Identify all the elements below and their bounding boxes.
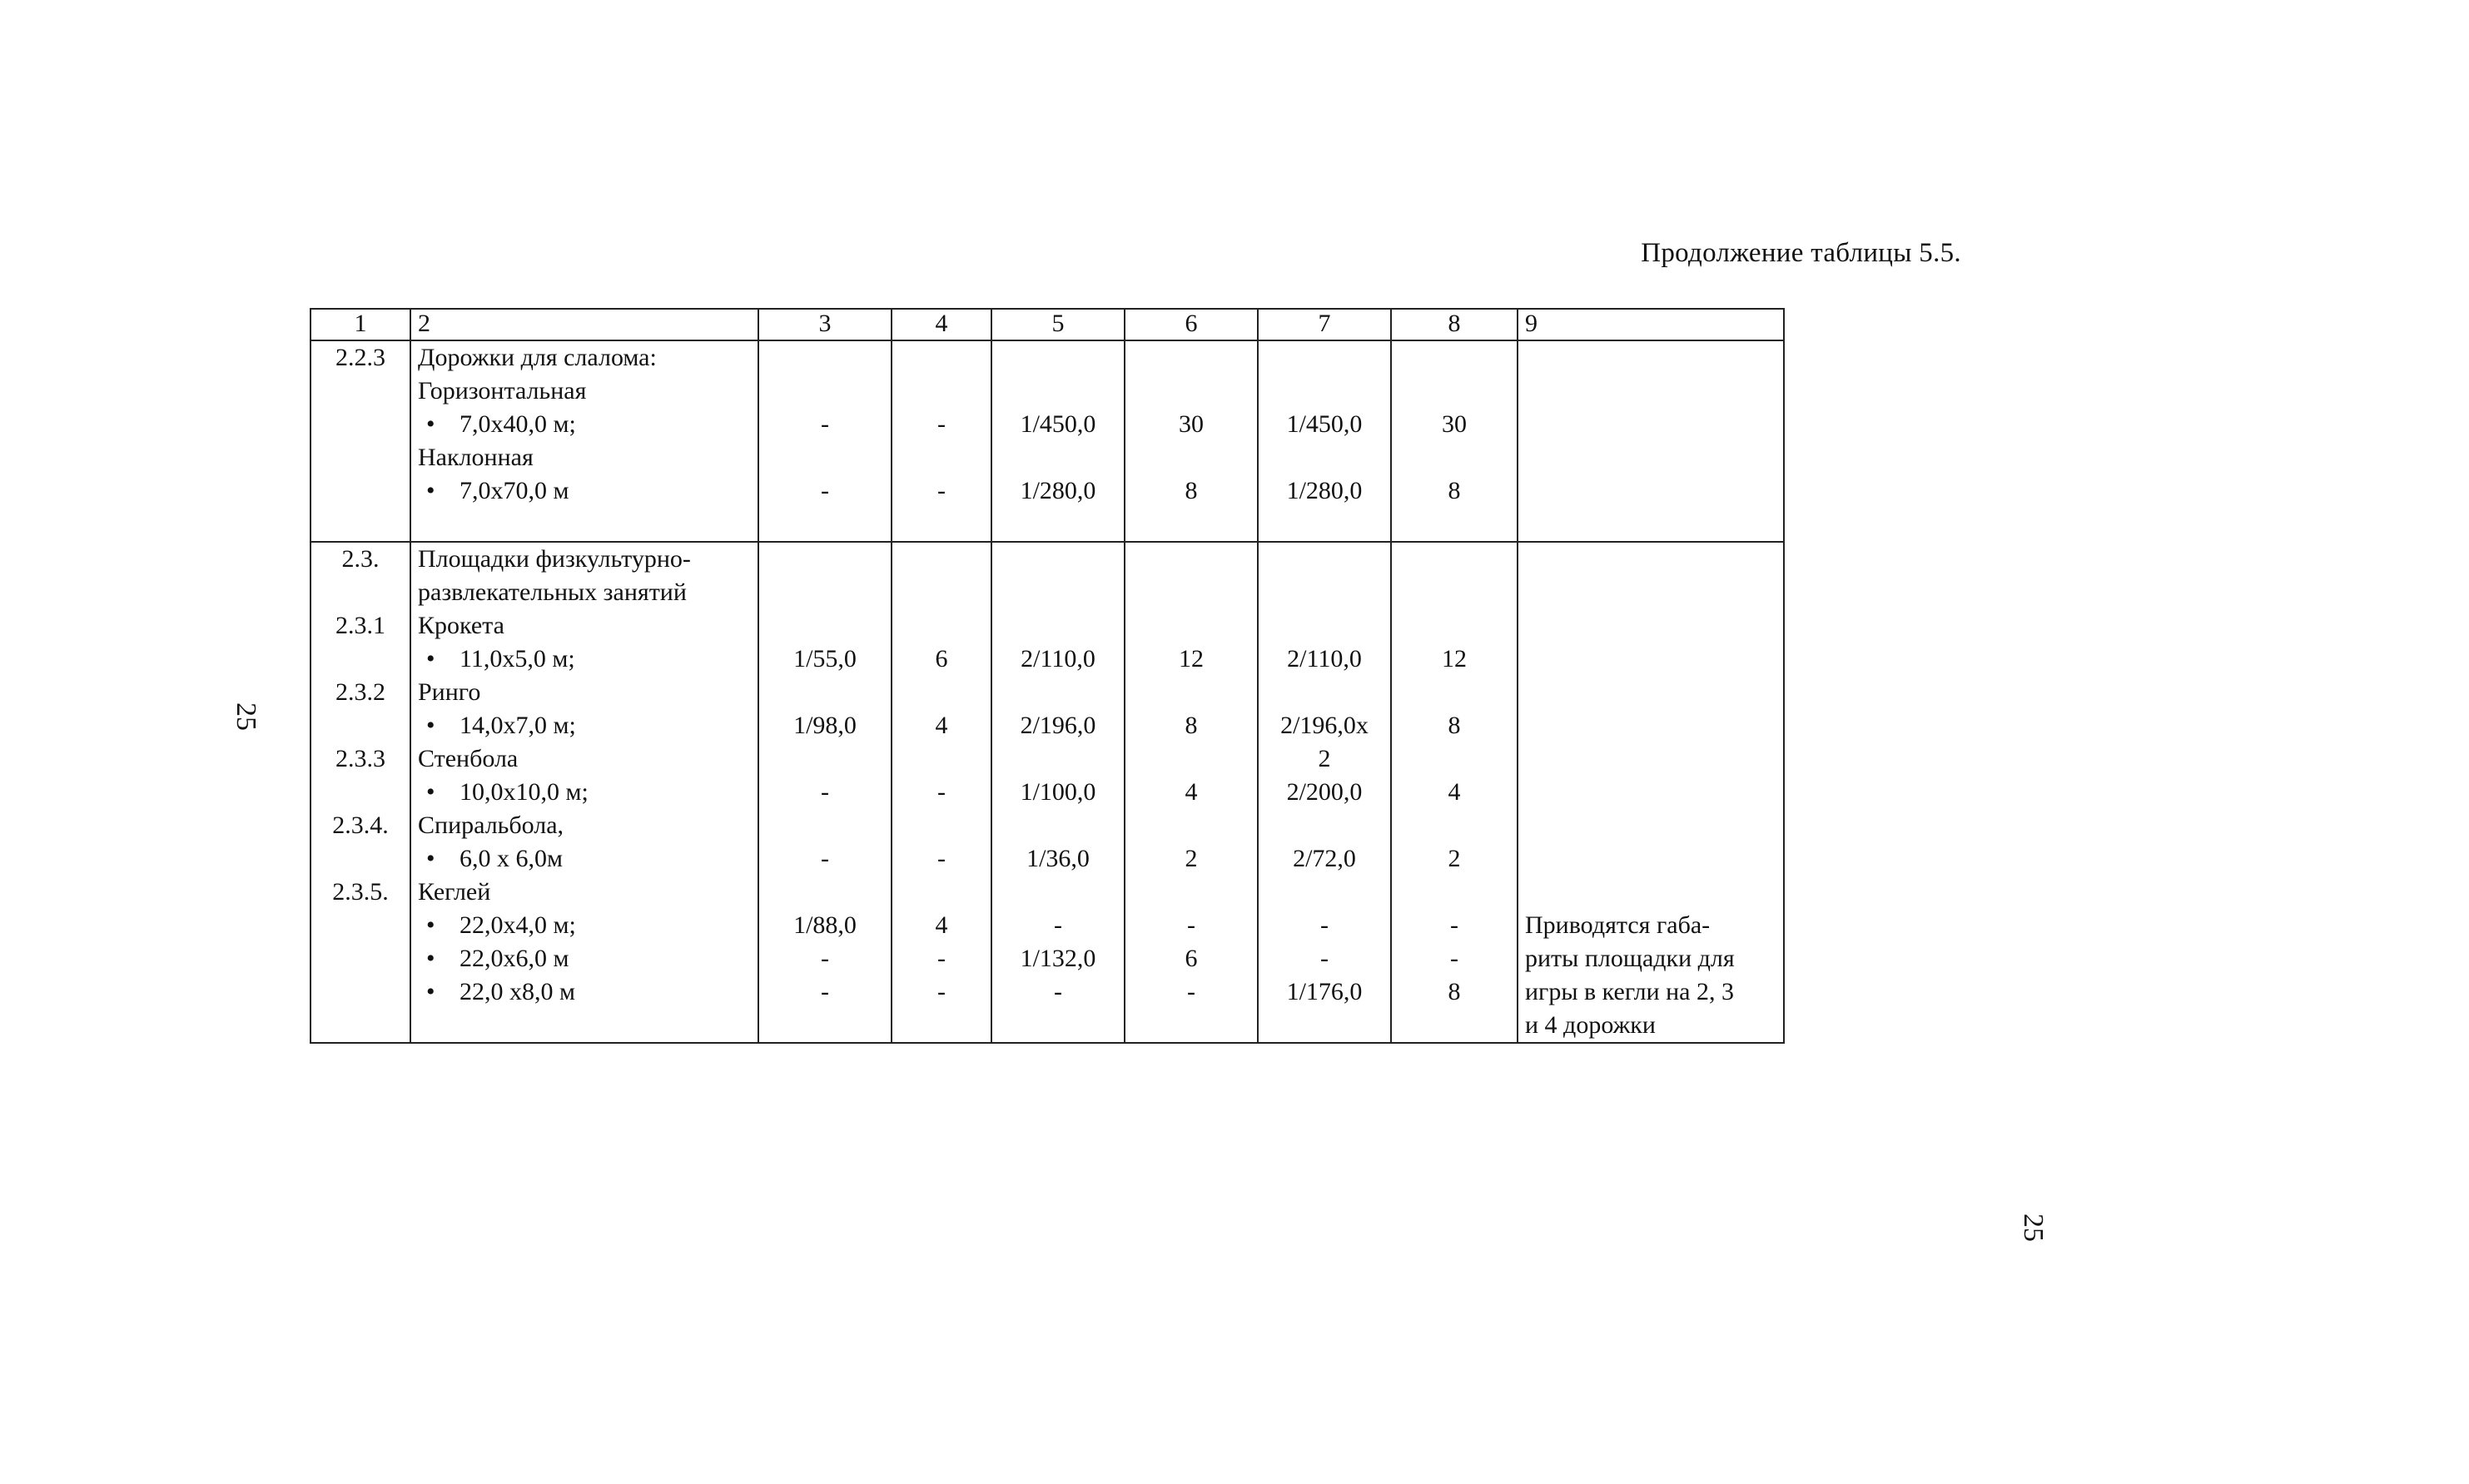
header-col-1: 1 [310, 309, 410, 340]
cell-line [1525, 643, 1776, 676]
cell-line [318, 1009, 403, 1042]
cell-line: • 10,0х10,0 м; [418, 776, 751, 809]
cell-line: 1/450,0 [1020, 410, 1096, 438]
cell-value-col-8 [1391, 340, 1518, 542]
table-body [310, 340, 1784, 1043]
cell-line [1265, 341, 1384, 375]
cell-value-col-7 [1258, 340, 1391, 542]
cell-line [1398, 375, 1510, 408]
cell-line: Кеглей [418, 878, 491, 906]
cell-line: 1/176,0 [1286, 978, 1363, 1005]
cell-line: 2.3. [341, 545, 380, 573]
cell-line [766, 876, 884, 909]
cell-line [899, 576, 984, 609]
cell-line: 1/88,0 [793, 911, 857, 939]
data-table [310, 308, 1785, 1044]
cell-line [1265, 676, 1384, 709]
cell-line: • 6,0 х 6,0м [418, 842, 751, 876]
cell-line [1525, 341, 1776, 375]
cell-line [318, 776, 403, 809]
cell-name [410, 340, 758, 542]
cell-line [1132, 876, 1250, 909]
cell-line [1265, 576, 1384, 609]
cell-number [310, 340, 410, 542]
cell-line [1132, 441, 1250, 474]
cell-line: • 22,0 х8,0 м [418, 975, 751, 1009]
table-caption: Продолжение таблицы 5.5. [1641, 238, 1961, 268]
cell-line: - [937, 845, 946, 872]
table-row [310, 542, 1784, 1043]
cell-note [1518, 340, 1784, 542]
cell-line [318, 408, 403, 441]
cell-line [899, 441, 984, 474]
header-col-6: 6 [1125, 309, 1258, 340]
cell-line: 2/72,0 [1293, 845, 1356, 872]
cell-line [999, 742, 1117, 776]
cell-line [1398, 676, 1510, 709]
cell-line: 2/196,0 [1020, 712, 1096, 739]
page-number-left: 25 [231, 702, 261, 731]
cell-line [1525, 609, 1776, 643]
cell-line [1265, 441, 1384, 474]
cell-line: 1/280,0 [1286, 477, 1363, 504]
cell-value-col-3 [758, 542, 892, 1043]
cell-line: - [1187, 911, 1195, 939]
cell-line: 2/196,0х [1280, 712, 1369, 739]
cell-line [1398, 508, 1510, 541]
cell-line: 4 [1448, 778, 1461, 806]
cell-line [899, 676, 984, 709]
cell-line [766, 341, 884, 375]
cell-line [1398, 609, 1510, 643]
cell-line: • 7,0х40,0 м; [418, 408, 751, 441]
cell-line: 8 [1448, 477, 1461, 504]
cell-line [999, 341, 1117, 375]
cell-line [1525, 508, 1776, 541]
cell-line [999, 441, 1117, 474]
cell-line: 1/100,0 [1020, 778, 1096, 806]
cell-line: 12 [1442, 645, 1467, 673]
cell-line [999, 876, 1117, 909]
cell-line [1398, 876, 1510, 909]
cell-line: 8 [1448, 712, 1461, 739]
cell-line [318, 709, 403, 742]
cell-line [999, 1009, 1117, 1042]
cell-line [1525, 543, 1776, 576]
cell-line [899, 508, 984, 541]
cell-line: - [1320, 945, 1329, 972]
cell-line: • 22,0х4,0 м; [418, 909, 751, 942]
cell-line: - [821, 978, 829, 1005]
cell-line [766, 543, 884, 576]
cell-line: Спиральбола, [418, 811, 564, 839]
cell-line: 2/200,0 [1286, 778, 1363, 806]
cell-line: - [1320, 911, 1329, 939]
cell-line: - [1450, 945, 1458, 972]
cell-line [766, 441, 884, 474]
cell-line [1525, 876, 1776, 909]
cell-line [418, 1009, 751, 1042]
cell-number [310, 542, 410, 1043]
header-col-7: 7 [1258, 309, 1391, 340]
cell-value-col-6 [1125, 340, 1258, 542]
cell-line: 8 [1185, 477, 1198, 504]
cell-line: 6 [935, 645, 948, 673]
cell-line: Приводятся габа- [1525, 911, 1711, 939]
cell-line: Крокета [418, 612, 504, 639]
cell-line: - [937, 477, 946, 504]
table-header-row [310, 309, 1784, 340]
cell-line [766, 375, 884, 408]
cell-line [1265, 809, 1384, 842]
table-row [310, 340, 1784, 542]
cell-line [1398, 1009, 1510, 1042]
cell-line: 1/55,0 [793, 645, 857, 673]
header-col-9: 9 [1518, 309, 1784, 340]
cell-line: 1/280,0 [1020, 477, 1096, 504]
cell-line [1132, 508, 1250, 541]
cell-line: 4 [935, 712, 948, 739]
cell-line: 2.2.3 [335, 344, 385, 371]
cell-line: 2 [1448, 845, 1461, 872]
cell-line [1265, 876, 1384, 909]
cell-line: 8 [1448, 978, 1461, 1005]
cell-line: 30 [1179, 410, 1204, 438]
cell-line [899, 876, 984, 909]
cell-line: 2.3.5. [332, 878, 389, 906]
cell-line [766, 676, 884, 709]
cell-line: - [1450, 911, 1458, 939]
cell-line [1525, 809, 1776, 842]
cell-line: 4 [935, 911, 948, 939]
cell-line: - [821, 845, 829, 872]
cell-line: 2/110,0 [1021, 645, 1095, 673]
cell-line: 8 [1185, 712, 1198, 739]
cell-line: - [821, 778, 829, 806]
cell-line [1525, 776, 1776, 809]
cell-line [899, 742, 984, 776]
cell-line: • 22,0х6,0 м [418, 942, 751, 975]
cell-line: 30 [1442, 410, 1467, 438]
cell-value-col-8 [1391, 542, 1518, 1043]
cell-value-col-3 [758, 340, 892, 542]
cell-line: игры в кегли на 2, 3 [1525, 978, 1735, 1005]
cell-value-col-4 [892, 340, 991, 542]
cell-line: развлекательных занятий [418, 578, 687, 606]
cell-line [1132, 809, 1250, 842]
cell-line [1132, 742, 1250, 776]
cell-line [1132, 341, 1250, 375]
cell-line [999, 576, 1117, 609]
cell-line [1265, 543, 1384, 576]
cell-line [1525, 709, 1776, 742]
cell-line: • 7,0х70,0 м [418, 474, 751, 508]
cell-line: риты площадки для [1525, 945, 1735, 972]
header-col-3: 3 [758, 309, 892, 340]
cell-line: Дорожки для слалома: [418, 344, 657, 371]
cell-line [1398, 543, 1510, 576]
cell-line [1132, 1009, 1250, 1042]
cell-line [1525, 676, 1776, 709]
cell-line [1398, 341, 1510, 375]
cell-line [766, 809, 884, 842]
cell-line [766, 742, 884, 776]
cell-line [999, 809, 1117, 842]
cell-line [999, 375, 1117, 408]
cell-line: - [937, 778, 946, 806]
cell-line: Стенбола [418, 745, 519, 772]
cell-line [899, 809, 984, 842]
cell-line [899, 375, 984, 408]
cell-line [899, 543, 984, 576]
cell-line: • 14,0х7,0 м; [418, 709, 751, 742]
cell-line [999, 676, 1117, 709]
cell-line: 1/98,0 [793, 712, 857, 739]
cell-line: - [1054, 911, 1062, 939]
cell-value-col-7 [1258, 542, 1391, 1043]
cell-line: - [821, 945, 829, 972]
cell-line: 2 [1318, 745, 1331, 772]
cell-line [318, 441, 403, 474]
cell-line [1525, 474, 1776, 508]
cell-line: • 11,0х5,0 м; [418, 643, 751, 676]
cell-line [766, 508, 884, 541]
cell-line: 4 [1185, 778, 1198, 806]
cell-line: Ринго [418, 678, 481, 706]
cell-line [1265, 1009, 1384, 1042]
cell-line: 2.3.4. [332, 811, 389, 839]
cell-name [410, 542, 758, 1043]
cell-value-col-6 [1125, 542, 1258, 1043]
cell-line: 1/36,0 [1026, 845, 1090, 872]
cell-value-col-5 [991, 542, 1125, 1043]
cell-line: - [937, 978, 946, 1005]
cell-line [1132, 676, 1250, 709]
cell-line: - [1187, 978, 1195, 1005]
cell-line: 1/132,0 [1020, 945, 1096, 972]
cell-line: Наклонная [418, 444, 534, 471]
cell-line: 1/450,0 [1286, 410, 1363, 438]
cell-line: - [821, 410, 829, 438]
cell-line: 2.3.1 [335, 612, 385, 639]
cell-line: Горизонтальная [418, 377, 587, 405]
cell-line [318, 576, 403, 609]
cell-line [766, 576, 884, 609]
cell-line: 6 [1185, 945, 1198, 972]
cell-line: Площадки физкультурно- [418, 545, 691, 573]
cell-value-col-5 [991, 340, 1125, 542]
cell-line [1525, 375, 1776, 408]
cell-line [899, 609, 984, 643]
cell-line [1265, 609, 1384, 643]
cell-line: - [821, 477, 829, 504]
cell-line [1525, 576, 1776, 609]
header-col-8: 8 [1391, 309, 1518, 340]
header-col-2: 2 [410, 309, 758, 340]
cell-line [1525, 842, 1776, 876]
cell-line: 2 [1185, 845, 1198, 872]
cell-line [1132, 576, 1250, 609]
cell-line [999, 508, 1117, 541]
cell-line: - [1054, 978, 1062, 1005]
cell-line: 2.3.3 [335, 745, 385, 772]
cell-line [418, 508, 751, 541]
page-number-right: 25 [2018, 1214, 2049, 1242]
cell-line [1398, 742, 1510, 776]
header-col-5: 5 [991, 309, 1125, 340]
cell-line [318, 842, 403, 876]
cell-line: 2.3.2 [335, 678, 385, 706]
cell-line [318, 942, 403, 975]
cell-line: - [937, 945, 946, 972]
cell-line [1398, 576, 1510, 609]
cell-line [318, 909, 403, 942]
cell-line [899, 1009, 984, 1042]
cell-line: и 4 дорожки [1525, 1011, 1656, 1039]
cell-note [1518, 542, 1784, 1043]
cell-line: 2/110,0 [1287, 645, 1362, 673]
cell-line [899, 341, 984, 375]
cell-line [1398, 441, 1510, 474]
cell-line [318, 643, 403, 676]
cell-line: - [937, 410, 946, 438]
cell-line [766, 609, 884, 643]
cell-value-col-4 [892, 542, 991, 1043]
cell-line [999, 543, 1117, 576]
cell-line [1525, 441, 1776, 474]
cell-line [1398, 809, 1510, 842]
cell-line [1265, 375, 1384, 408]
cell-line [999, 609, 1117, 643]
cell-line [318, 975, 403, 1009]
cell-line [318, 474, 403, 508]
cell-line [318, 508, 403, 541]
cell-line [1265, 508, 1384, 541]
cell-line [1132, 375, 1250, 408]
cell-line [1525, 742, 1776, 776]
cell-line [318, 375, 403, 408]
cell-line [1132, 543, 1250, 576]
cell-line [766, 1009, 884, 1042]
cell-line: 12 [1179, 645, 1204, 673]
cell-line [1132, 609, 1250, 643]
cell-line [1525, 408, 1776, 441]
header-col-4: 4 [892, 309, 991, 340]
